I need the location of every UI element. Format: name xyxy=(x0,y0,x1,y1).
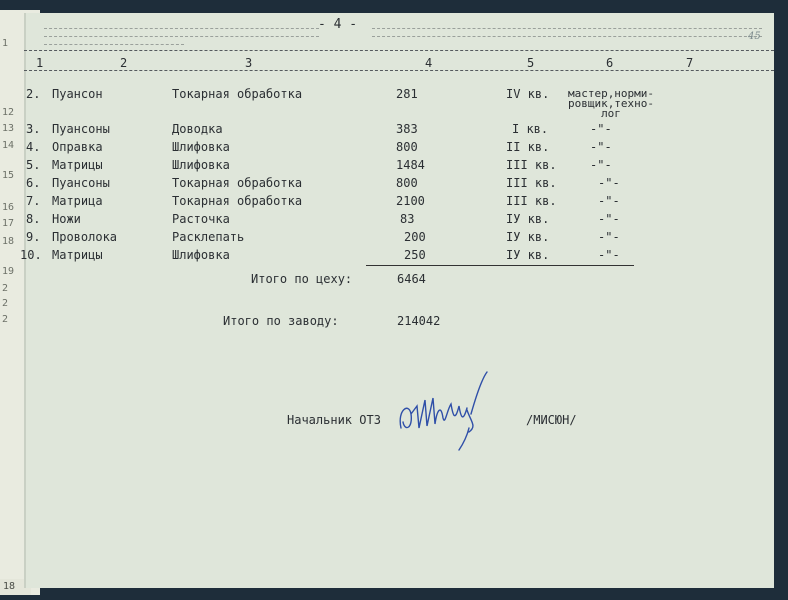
handwritten-signature xyxy=(395,370,495,460)
row-number: 5. xyxy=(26,158,41,172)
archive-page-mark: 45 xyxy=(748,31,761,42)
operation: Шлифовка xyxy=(172,248,230,262)
edge-number: 12 xyxy=(2,107,15,118)
signatory-title: Начальник ОТЗ xyxy=(287,413,381,427)
row-number: 6. xyxy=(26,176,41,190)
totals-rule xyxy=(366,265,634,266)
shop-total-label: Итого по цеху: xyxy=(251,272,353,286)
item-name: Проволока xyxy=(52,230,118,244)
responsible-ditto: -"- xyxy=(590,140,612,154)
edge-number: 19 xyxy=(2,266,15,277)
quantity: 800 xyxy=(396,176,418,190)
edge-number: 16 xyxy=(2,202,15,213)
quantity: 800 xyxy=(396,140,418,154)
quarter: III кв. xyxy=(506,194,557,208)
table-header-bottom-rule xyxy=(24,70,774,71)
quantity: 383 xyxy=(396,122,418,136)
item-name: Матрицы xyxy=(52,158,103,172)
note-line: лог xyxy=(601,107,621,120)
responsible-ditto: -"- xyxy=(598,176,620,190)
quarter: IУ кв. xyxy=(506,212,550,226)
responsible-ditto: -"- xyxy=(590,122,612,136)
edge-number: 1 xyxy=(2,38,9,49)
header-dash-line xyxy=(44,44,184,45)
operation: Токарная обработка xyxy=(172,194,303,208)
column-number: 2 xyxy=(120,56,128,70)
edge-number: 13 xyxy=(2,123,15,134)
item-name: Матрица xyxy=(52,194,103,208)
quarter: I кв. xyxy=(512,122,549,136)
note-line: мастер,норми- xyxy=(567,87,655,100)
previous-sheet-footer-number: 18 xyxy=(0,579,31,595)
quarter: IУ кв. xyxy=(506,230,550,244)
operation: Токарная обработка xyxy=(172,176,303,190)
operation: Шлифовка xyxy=(172,140,230,154)
edge-number: 2 xyxy=(2,283,9,294)
responsible-note xyxy=(556,89,666,119)
operation: Шлифовка xyxy=(172,158,230,172)
quarter: III кв. xyxy=(506,176,557,190)
header-dash-line xyxy=(44,36,319,37)
quarter: III кв. xyxy=(506,158,557,172)
quarter: IV кв. xyxy=(506,87,550,101)
item-name: Оправка xyxy=(52,140,103,154)
responsible-ditto: -"- xyxy=(590,158,612,172)
item-name: Пуансоны xyxy=(52,176,110,190)
quarter: II кв. xyxy=(506,140,550,154)
column-number: 1 xyxy=(36,56,44,70)
row-number: 9. xyxy=(26,230,41,244)
item-name: Ножи xyxy=(52,212,81,226)
responsible-ditto: -"- xyxy=(598,194,620,208)
plant-total-label: Итого по заводу: xyxy=(223,314,339,328)
row-number: 3. xyxy=(26,122,41,136)
operation: Токарная обработка xyxy=(172,87,303,101)
operation: Расточка xyxy=(172,212,230,226)
item-name: Матрицы xyxy=(52,248,103,262)
quantity: 281 xyxy=(396,87,418,101)
column-number: 4 xyxy=(425,56,433,70)
column-number: 7 xyxy=(686,56,694,70)
item-name: Пуансон xyxy=(52,87,103,101)
quantity: 250 xyxy=(404,248,426,262)
row-number: 4. xyxy=(26,140,41,154)
signatory-name: /МИСЮН/ xyxy=(526,413,577,427)
shop-total-value: 6464 xyxy=(397,272,426,286)
item-name: Пуансоны xyxy=(52,122,110,136)
row-number: 10. xyxy=(20,248,42,262)
responsible-ditto: -"- xyxy=(598,248,620,262)
operation: Доводка xyxy=(172,122,223,136)
responsible-ditto: -"- xyxy=(598,212,620,226)
quantity: 83 xyxy=(400,212,415,226)
header-dash-line xyxy=(372,36,762,37)
responsible-ditto: -"- xyxy=(598,230,620,244)
column-number: 3 xyxy=(245,56,253,70)
edge-number: 2 xyxy=(2,298,9,309)
edge-number: 17 xyxy=(2,218,15,229)
page-number: - 4 - xyxy=(318,17,358,32)
column-number: 6 xyxy=(606,56,614,70)
edge-number: 18 xyxy=(2,236,15,247)
quantity: 200 xyxy=(404,230,426,244)
quantity: 1484 xyxy=(396,158,425,172)
edge-number: 15 xyxy=(2,170,15,181)
quarter: IУ кв. xyxy=(506,248,550,262)
header-dash-line xyxy=(372,28,762,29)
row-number: 7. xyxy=(26,194,41,208)
operation: Расклепать xyxy=(172,230,245,244)
plant-total-value: 214042 xyxy=(397,314,441,328)
row-number: 8. xyxy=(26,212,41,226)
edge-number: 2 xyxy=(2,314,9,325)
table-header-top-rule xyxy=(24,50,774,51)
note-line: ровщик,техно- xyxy=(567,97,655,110)
column-number: 5 xyxy=(527,56,535,70)
edge-number: 14 xyxy=(2,140,15,151)
quantity: 2100 xyxy=(396,194,425,208)
header-dash-line xyxy=(44,28,319,29)
row-number: 2. xyxy=(26,87,41,101)
